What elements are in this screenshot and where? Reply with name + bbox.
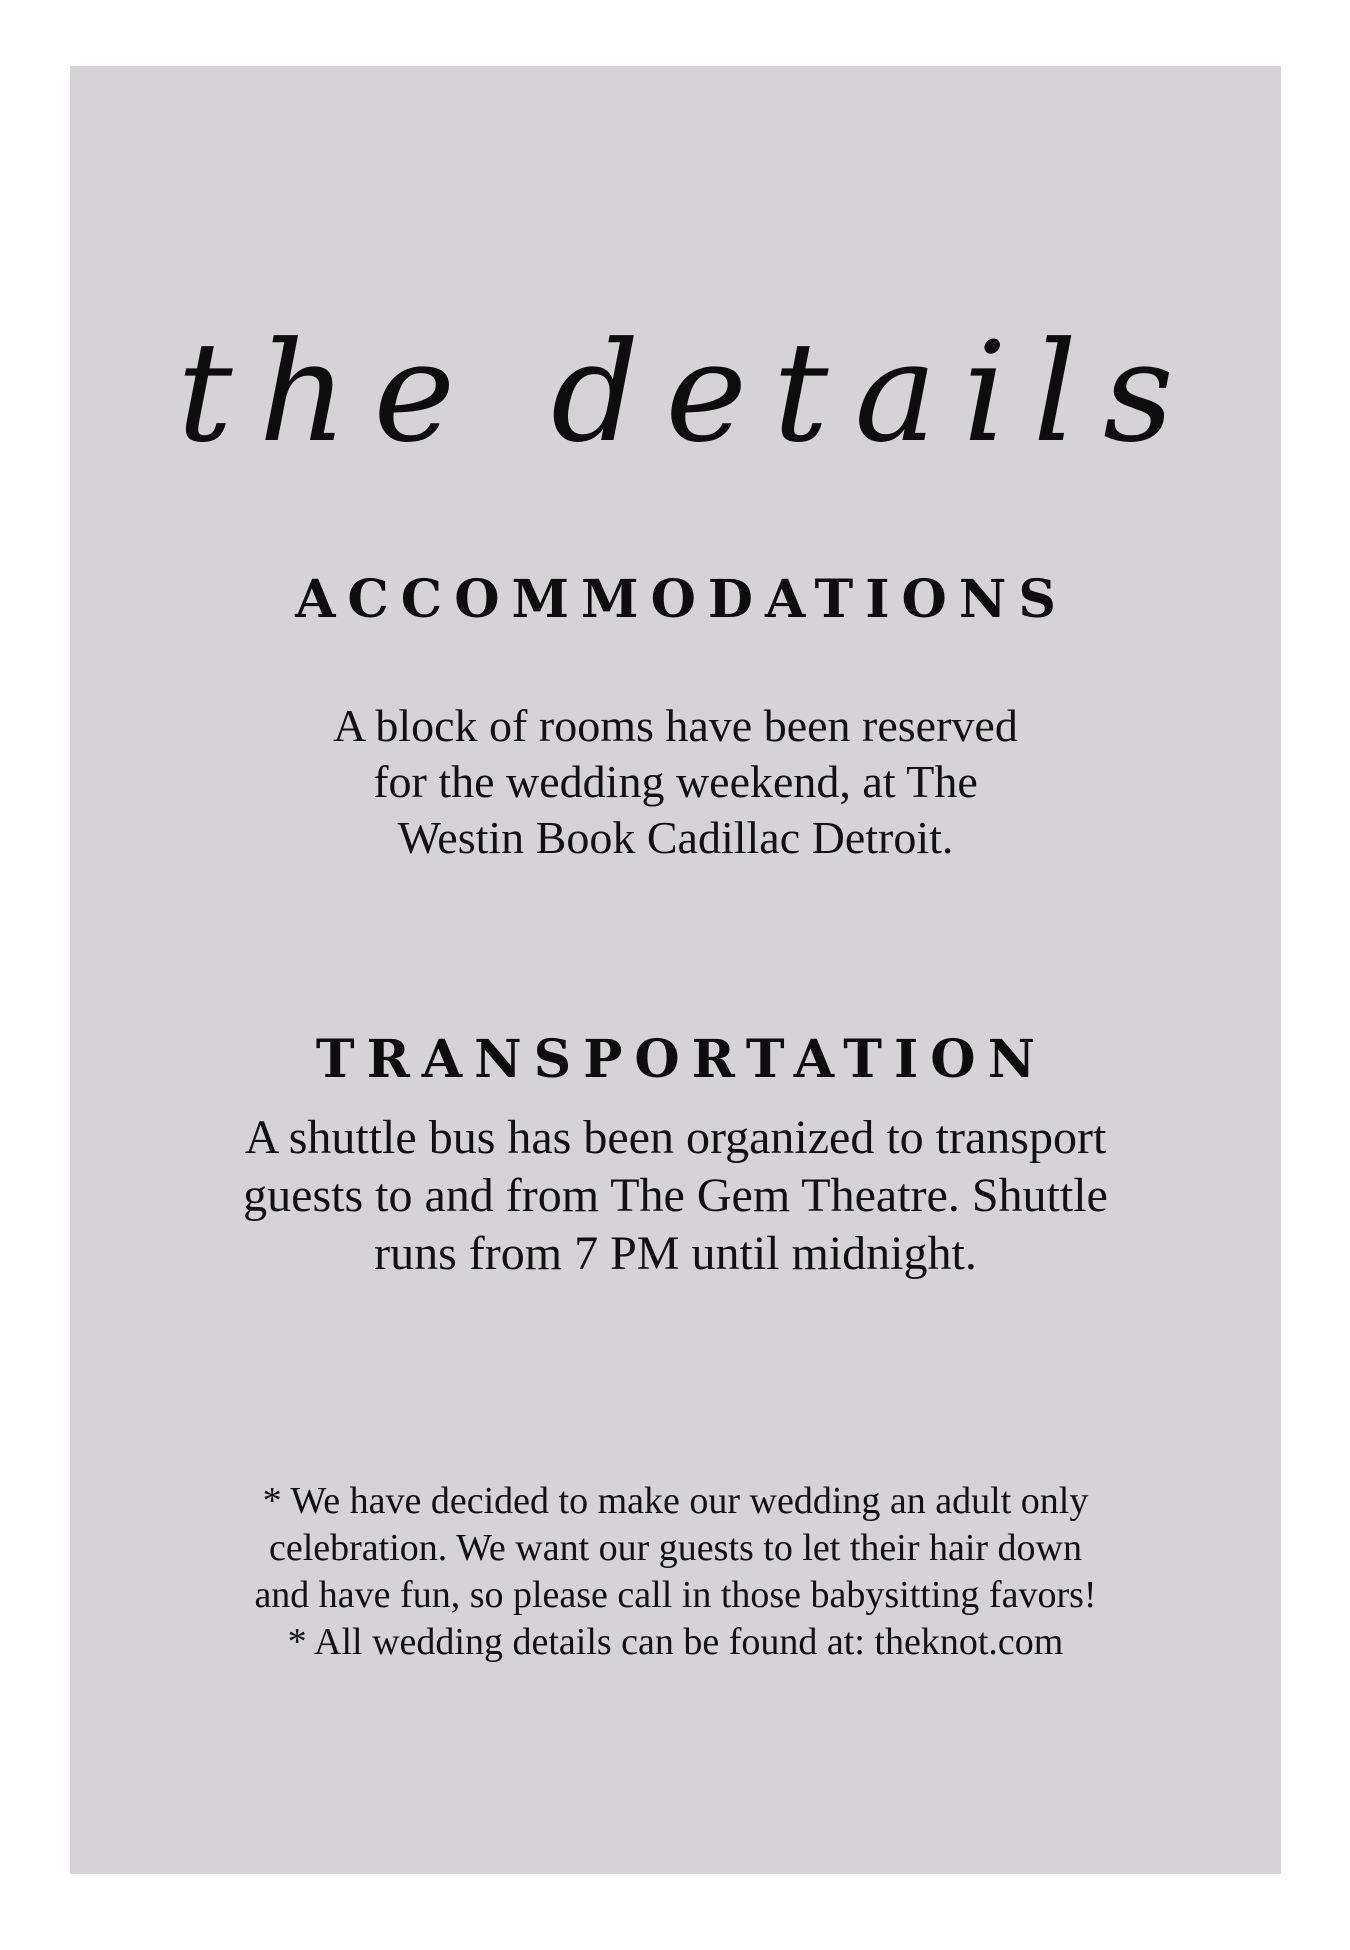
footnote-line: and have fun, so please call in those babysitting favors! — [254, 1574, 1097, 1616]
transportation-heading: TRANSPORTATION — [315, 1029, 1048, 1090]
accommodations-text — [70, 698, 1281, 866]
accommodations-line: Westin Book Cadillac Detroit. — [397, 812, 954, 863]
transportation-line: A shuttle bus has been organized to transport — [244, 1111, 1107, 1164]
page-title: the details — [177, 312, 1200, 473]
details-card — [70, 66, 1281, 1874]
footnote-line: * We have decided to make our wedding an adult only — [262, 1480, 1089, 1522]
accommodations-line: for the wedding weekend, at The — [373, 756, 978, 807]
transportation-line: runs from 7 PM until midnight. — [374, 1227, 977, 1280]
transportation-text — [70, 1109, 1281, 1283]
footnote-line: celebration. We want our guests to let their hair down — [268, 1527, 1082, 1569]
accommodations-heading: ACCOMMODATIONS — [295, 569, 1068, 630]
transportation-line: guests to and from The Gem Theatre. Shuttle — [243, 1169, 1108, 1222]
footnote-line: * All wedding details can be found at: theknot.com — [287, 1621, 1064, 1663]
footnote — [70, 1478, 1281, 1666]
accommodations-line: A block of rooms have been reserved — [333, 700, 1018, 751]
